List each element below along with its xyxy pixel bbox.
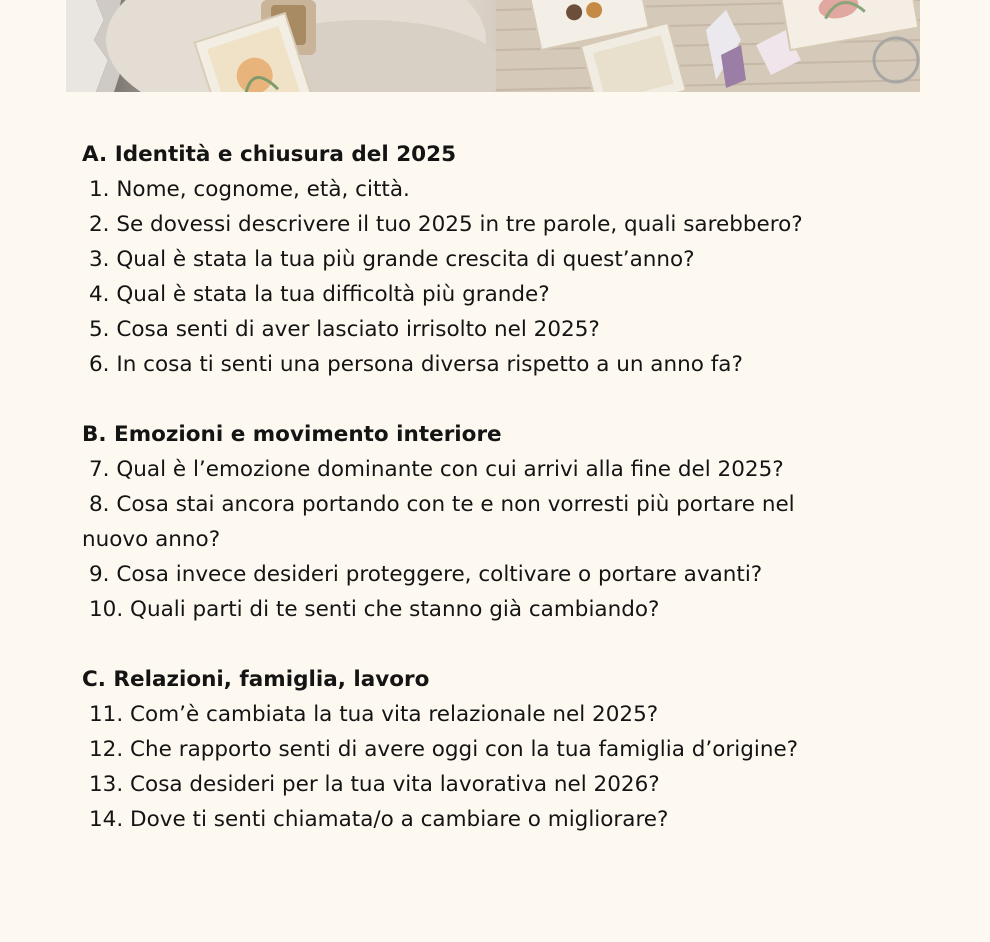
section-c <box>82 662 922 837</box>
question-item-continuation: nuovo anno? <box>82 527 221 552</box>
header-photo <box>66 0 920 92</box>
question-item: 1. Nome, cognome, età, città. <box>89 177 410 202</box>
question-item: 10. Quali parti di te senti che stanno già cambiando? <box>89 597 660 622</box>
section-a <box>82 137 922 382</box>
question-item: 4. Qual è stata la tua difficoltà più grande? <box>89 282 550 307</box>
questionnaire <box>82 137 922 837</box>
question-item: 11. Com’è cambiata la tua vita relazionale nel 2025? <box>89 702 659 727</box>
question-item: 5. Cosa senti di aver lasciato irrisolto nel 2025? <box>89 317 600 342</box>
section-heading: A. Identità e chiusura del 2025 <box>82 142 457 167</box>
question-item: 14. Dove ti senti chiamata/o a cambiare o migliorare? <box>89 807 669 832</box>
question-item: 7. Qual è l’emozione dominante con cui arrivi alla fine del 2025? <box>89 457 784 482</box>
tarot-cards-photo <box>66 0 920 92</box>
question-item: 13. Cosa desideri per la tua vita lavorativa nel 2026? <box>89 772 660 797</box>
section-spacer <box>82 627 922 662</box>
question-item: 8. Cosa stai ancora portando con te e non vorresti più portare nel <box>89 492 795 517</box>
section-heading: B. Emozioni e movimento interiore <box>82 422 502 447</box>
section-b <box>82 417 922 627</box>
question-item: 12. Che rapporto senti di avere oggi con la tua famiglia d’origine? <box>89 737 799 762</box>
question-item: 2. Se dovessi descrivere il tuo 2025 in tre parole, quali sarebbero? <box>89 212 803 237</box>
question-item: 3. Qual è stata la tua più grande crescita di quest’anno? <box>89 247 695 272</box>
section-heading: C. Relazioni, famiglia, lavoro <box>82 667 430 692</box>
question-item: 6. In cosa ti senti una persona diversa rispetto a un anno fa? <box>89 352 743 377</box>
section-spacer <box>82 382 922 417</box>
question-item: 9. Cosa invece desideri proteggere, coltivare o portare avanti? <box>89 562 763 587</box>
